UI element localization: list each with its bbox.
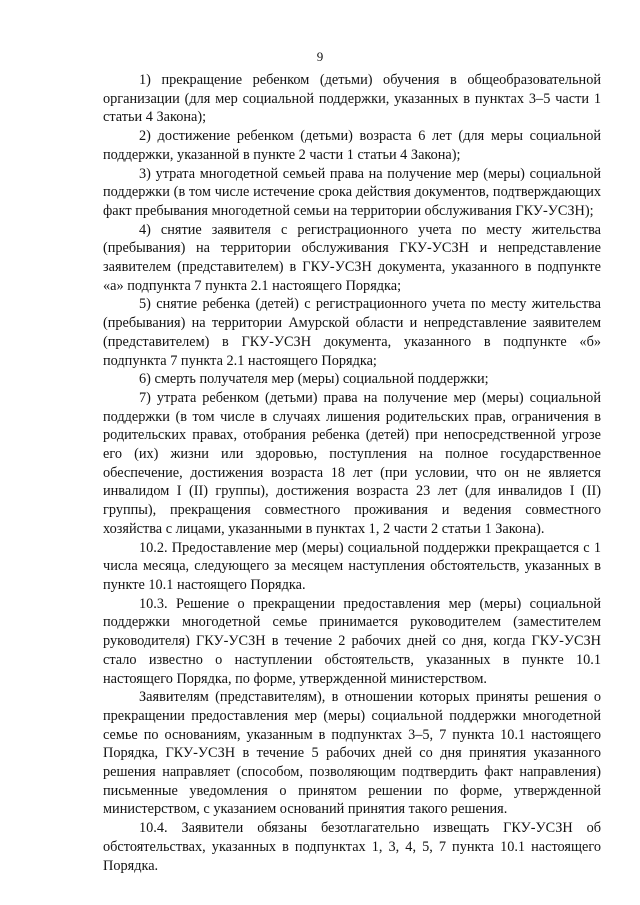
paragraph-item-7: 7) утрата ребенком (детьми) права на получение мер (меры) социальной поддержки (в том числе в случаях лишения родительских прав, ограничения в родительских правах, отобрания ребенка (детей) при непосредственной угрозе его (их) жизни или здоровью, поступления на полное государственное обеспечение, достижения возраста 18 лет (при условии, что он не является инвалидом I (II) группы), достижения возраста 23 лет (для инвалидов I (II) группы), прекращения совместного проживания и ведения совместного хозяйства с лицами, указанными в пунктах 1, 2 части 2 статьи 1 Закона). [103, 389, 601, 537]
page-number: 9 [316, 49, 324, 64]
paragraph-item-2: 2) достижение ребенком (детьми) возраста 6 лет (для меры социальной поддержки, указанной в пункте 2 части 1 статьи 4 Закона); [103, 128, 601, 163]
paragraph-10-4: 10.4. Заявители обязаны безотлагательно извещать ГКУ-УСЗН об обстоятельствах, указанных в подпунктах 1, 3, 4, 5, 7 пункта 10.1 настоящего Порядка. [103, 820, 601, 874]
paragraph-10-2: 10.2. Предоставление мер (меры) социальной поддержки прекращается с 1 числа месяца, следующего за месяцем наступления обстоятельств, указанных в пункте 10.1 настоящего Порядка. [103, 539, 601, 593]
paragraph-item-1: 1) прекращение ребенком (детьми) обучения в общеобразовательной организации (для мер социальной поддержки, указанных в пунктах 3–5 части 1 статьи 4 Закона); [103, 72, 601, 126]
paragraph-item-3: 3) утрата многодетной семьей права на получение мер (меры) социальной поддержки (в том числе истечение срока действия документов, подтверждающих факт пребывания многодетной семьи на территории обслуживания ГКУ-УСЗН); [103, 165, 601, 219]
paragraph-10-3: 10.3. Решение о прекращении предоставления мер (меры) социальной поддержки многодетной семье принимается руководителем (заместителем руководителя) ГКУ-УСЗН в течение 2 рабочих дней со дня, когда ГКУ-УСЗН стало известно о наступлении обстоятельств, указанных в пункте 10.1 настоящего Порядка, по форме, утвержденной министерством. [103, 595, 601, 687]
paragraph-notification: Заявителям (представителям), в отношении которых приняты решения о прекращении предоставления мер (меры) социальной поддержки многодетной семье по основаниям, указанным в подпунктах 3–5, 7 пункта 10.1 настоящего Порядка, ГКУ-УСЗН в течение 5 рабочих дней со дня принятия указанного решения направляет (способом, позволяющим подтвердить факт направления) письменные уведомления о принятом решении по форме, утвержденной министерством, с указанием оснований принятия такого решения. [103, 689, 601, 818]
paragraph-item-4: 4) снятие заявителя с регистрационного учета по месту жительства (пребывания) на территории обслуживания ГКУ-УСЗН и непредставление заявителем (представителем) в ГКУ-УСЗН документа, указанного в подпункте «а» подпункта 7 пункта 2.1 настоящего Порядка; [103, 221, 601, 294]
paragraph-item-5: 5) снятие ребенка (детей) с регистрационного учета по месту жительства (пребывания) на территории Амурской области и непредставление заявителем (представителем) в ГКУ-УСЗН документа, указанного в подпункте «б» подпункта 7 пункта 2.1 настоящего Порядка; [103, 296, 601, 369]
paragraph-item-6: 6) смерть получателя мер (меры) социальной поддержки; [139, 371, 489, 388]
document-body [103, 71, 601, 875]
